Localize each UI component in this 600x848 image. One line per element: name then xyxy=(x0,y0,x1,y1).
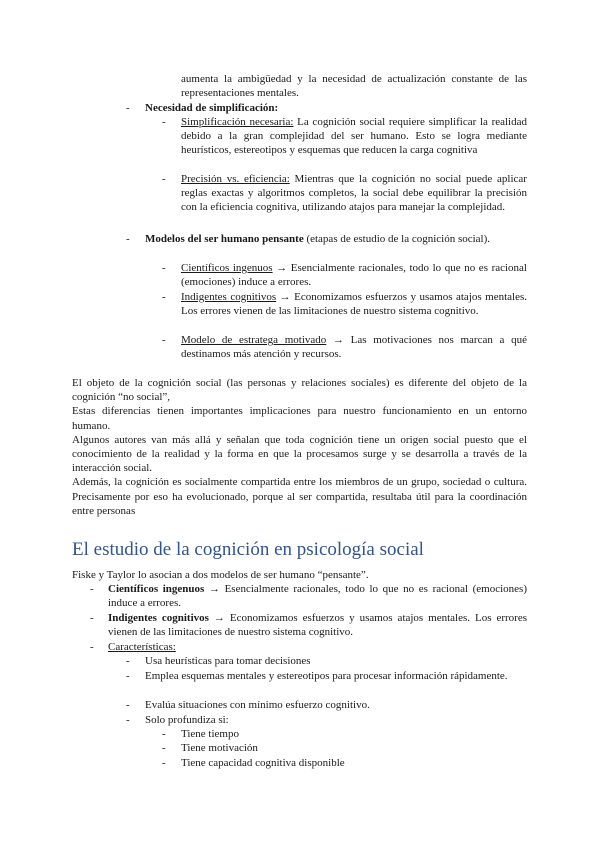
bullet-dash: - xyxy=(162,757,166,769)
body-paragraphs xyxy=(72,376,527,518)
caracteristica-subitem: Tiene tiempo xyxy=(181,728,239,740)
bullet-dash: - xyxy=(162,262,166,274)
modelos-heading xyxy=(145,232,527,246)
caracteristica-item: Emplea esquemas mentales y estereotipos para procesar información rápidamente. xyxy=(145,670,508,682)
bullet-dash: - xyxy=(126,670,130,682)
bullet-dash: - xyxy=(162,334,166,346)
continuation-text: aumenta la ambigüedad y la necesidad de actualización constante de las representaciones mentales. xyxy=(181,73,527,100)
item-label: Indigentes cognitivos xyxy=(181,291,277,303)
item-label: Precisión vs. eficiencia: xyxy=(181,173,290,185)
item-text: La cognición social requiere simplificar la realidad debido a la gran complejidad del ser humano. Esto se logra mediante heurísticos, estereotipos y esquemas que reducen la carga cognitiva xyxy=(181,116,527,157)
item-label: Indigentes cognitivos xyxy=(108,612,209,624)
item-label: Simplificación necesaria: xyxy=(181,116,294,128)
item-label: Modelo de estratega motivado xyxy=(181,334,327,346)
modelo-item xyxy=(181,290,527,318)
section-item xyxy=(108,611,527,639)
bullet-dash: - xyxy=(126,714,130,726)
section-intro: Fiske y Taylor lo asocian a dos modelos de ser humano “pensante”. xyxy=(72,569,369,581)
modelos-title: Modelos del ser humano pensante xyxy=(145,233,304,245)
simplificacion-item xyxy=(181,172,527,215)
bullet-dash: - xyxy=(126,655,130,667)
caracteristica-subitem: Tiene capacidad cognitiva disponible xyxy=(181,757,345,769)
item-text: → Las motivaciones nos marcan a qué destinamos más atención y recursos. xyxy=(181,334,527,361)
paragraph: Además, la cognición es socialmente compartida entre los miembros de un grupo, sociedad o cultura. Precisamente por eso ha evolucionado, porque al ser compartida, resultaba útil para la coordinación entre personas xyxy=(72,476,527,517)
bullet-dash: - xyxy=(126,102,130,114)
item-text: → Economizamos esfuerzos y usamos atajos mentales. Los errores vienen de las limitaciones de nuestro sistema cognitivo. xyxy=(108,612,527,639)
modelos-suffix: (etapas de estudio de la cognición social). xyxy=(303,233,491,245)
paragraph: El objeto de la cognición social (las personas y relaciones sociales) es diferente del objeto de la cognición “no social”, xyxy=(72,377,527,404)
modelo-item xyxy=(181,333,527,361)
bullet-dash: - xyxy=(162,728,166,740)
item-text: → Esencialmente racionales, todo lo que no es racional (emociones) induce a errores. xyxy=(108,583,527,610)
caracteristica-item: Evalúa situaciones con mínimo esfuerzo cognitivo. xyxy=(145,699,370,711)
bullet-dash: - xyxy=(162,742,166,754)
bullet-dash: - xyxy=(162,116,166,128)
bullet-dash: - xyxy=(90,641,94,653)
caracteristicas-label: Características: xyxy=(108,641,176,653)
caracteristica-subitem: Tiene motivación xyxy=(181,742,258,754)
simplificacion-item xyxy=(181,115,527,158)
item-text: Mientras que la cognición no social puede aplicar reglas exactas y algoritmos completos, la social debe equilibrar la precisión con la eficiencia cognitiva, utilizando atajos para manejar la complejidad. xyxy=(181,173,527,214)
item-text: → Economizamos esfuerzos y usamos atajos mentales. Los errores vienen de las limitaciones de nuestro sistema cognitivo. xyxy=(181,291,527,318)
bullet-dash: - xyxy=(162,173,166,185)
caracteristica-item: Usa heurísticas para tomar decisiones xyxy=(145,655,311,667)
item-label: Científicos ingenuos xyxy=(108,583,205,595)
bullet-dash: - xyxy=(90,612,94,624)
caracteristica-item: Solo profundiza si: xyxy=(145,714,229,726)
bullet-dash: - xyxy=(126,233,130,245)
simplificacion-title: Necesidad de simplificación: xyxy=(145,102,279,114)
section-heading: El estudio de la cognición en psicología social xyxy=(72,539,424,560)
item-label: Científicos ingenuos xyxy=(181,262,273,274)
section-item xyxy=(108,582,527,610)
item-text: → Esencialmente racionales, todo lo que no es racional (emociones) induce a errores. xyxy=(181,262,527,289)
bullet-dash: - xyxy=(162,291,166,303)
bullet-dash: - xyxy=(90,583,94,595)
paragraph: Algunos autores van más allá y señalan que toda cognición tiene un origen social puesto que el conocimiento de la realidad y la forma en que la procesamos surge y se desarrolla a través de la interacción social. xyxy=(72,433,527,475)
modelo-item xyxy=(181,261,527,289)
paragraph: Estas diferencias tienen importantes implicaciones para nuestro funcionamiento en un entorno humano. xyxy=(72,405,527,432)
bullet-dash: - xyxy=(126,699,130,711)
